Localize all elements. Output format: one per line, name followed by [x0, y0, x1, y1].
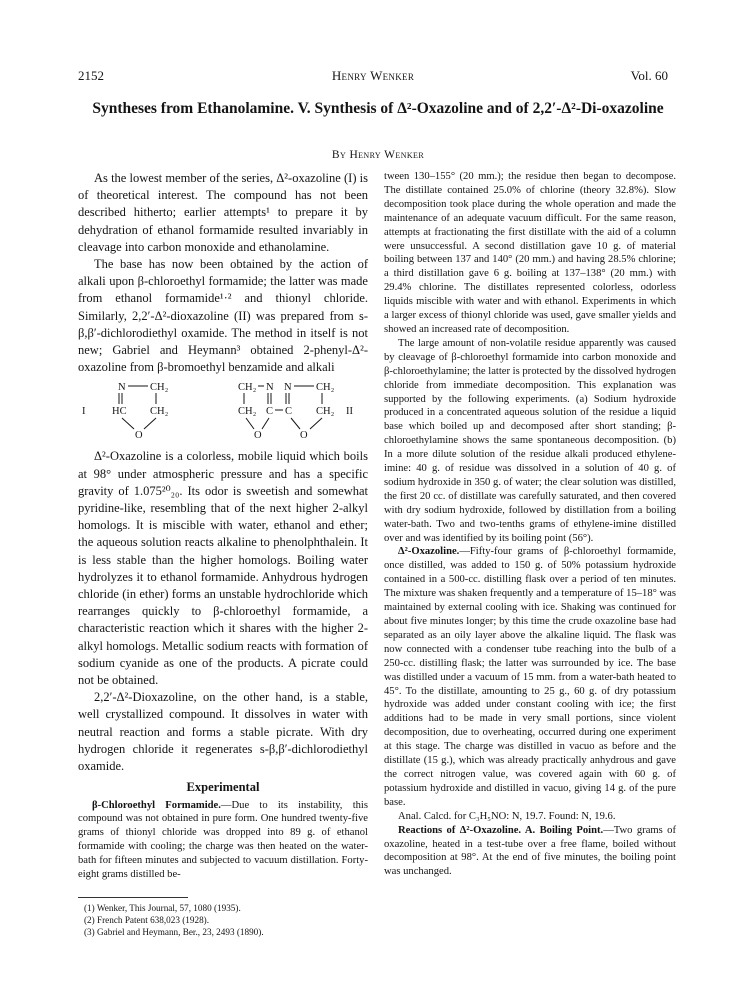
section-heading-experimental: Experimental — [186, 780, 260, 795]
paragraph-intro: As the lowest member of the series, Δ²-oxazoline (I) is of theoretical interest. The compound has not been described hitherto; earlier attempts¹ to prepare it by dehydration of ethanol formamide resulted invariably in cleavage into carbon monoxide and ethanolamine. — [78, 171, 368, 254]
s2-ch2-bottom-right: CH₂ — [316, 406, 335, 418]
volume-number: Vol. 60 — [630, 68, 668, 83]
s2-bond-o2-right — [310, 418, 322, 429]
article-byline: By Henry Wenker — [331, 149, 425, 161]
experimental-text — [78, 799, 368, 882]
running-head — [78, 68, 668, 88]
s2-ch2-right: CH₂ — [316, 382, 335, 394]
s1-nitrogen: N — [118, 382, 126, 394]
article-title: Syntheses from Ethanolamine. V. Synthesis of Δ²-Oxazoline and of 2,2′-Δ²-Di-oxazoline — [92, 100, 664, 117]
page-number: 2152 — [78, 68, 104, 83]
run-in-heading: Δ²-Oxazoline. — [398, 546, 460, 558]
s2-n-left: N — [266, 382, 274, 394]
structure-formulas — [78, 378, 368, 442]
footnote-2: (2) French Patent 638,023 (1928). — [84, 915, 210, 925]
paragraph-method: The base has now been obtained by the action of alkali upon β-chloroethyl formamide; the latter was made from ethanol formamide¹·² and thionyl chloride. Similarly, 2,2′-Δ²-dioxazoline (II) was prepared from s-β,β′-dichlorodiethyl oxamide. The method in itself is not new; Gabriel and Heymann³ obtained 2-phenyl-Δ²-oxazoline from β-bromoethyl benzamide and alkali — [78, 257, 368, 375]
footnotes — [78, 897, 368, 938]
footnote-rule — [78, 897, 188, 898]
structure-diagram — [78, 378, 368, 442]
paragraph-dioxazoline: 2,2′-Δ²-Dioxazoline, on the other hand, is a stable, well crystallized compound. It dissolves in water with neutral reaction and forms a stable picrate. With dry hydrogen chloride it regenerates s-β,β′-dichlorodiethyl oxamide. — [78, 690, 368, 774]
analysis-line: Anal. Calcd. for C₃H₅NO: N, 19.7. Found: N, 19.6. — [398, 810, 616, 822]
s1-bond-o-left — [122, 418, 134, 429]
paragraph-body: —Fifty-four grams of β-chloroethyl formamide, once distilled, was added to 150 g. of 50% potassium hydroxide contained in a 500-cc. distilling flask over a period of ten minutes. The mixture was shaken frequently and a temperature of 15–18° was maintained by external cooling with ice. Shaking was continued for about five minutes longer; by this time the crude oxazoline base had separated as an oily layer above the alkaline liquid. The flask was now connected with a condenser tube reaching into the bulb of a 250-cc. distilling flask; the latter was surrounded by ice. The base was distilled under a vacuum of 15 mm. from a water-bath heated to 45°. To the distillate, amounting to 25 g., 60 g. of dry potassium hydroxide was added under constant cooling with ice; the first additions had to be made in very small portions, since violent decomposition, due to overheating, occurred during one experiment at this stage. The charge was distilled in vacuo as before and the distillate (15 g.), which was already practically anhydrous and gave the correct nitrogen value, was covered again with 60 g. of potassium hydroxide and distilled in vacuo, giving 14 g. of the pure base. — [384, 546, 676, 808]
s1-hc: HC — [112, 406, 127, 418]
s1-bond-o-right — [144, 418, 156, 429]
paragraph-body: —Due to its instability, this compound was not obtained in pure form. One hundred twenty-five grams of thionyl chloride was dropped into 89 g. of ethanol formamide with cooling; the charge was then heated on the water-bath for fifteen minutes and subjected to vacuum distillation. Forty-eight grams distilled be- — [78, 799, 368, 881]
paragraph-chloroethyl-formamide — [78, 799, 368, 882]
paragraph-properties: Δ²-Oxazoline is a colorless, mobile liquid which boils at 98° under atmospheric pressure and has a specific gravity of 1.075²⁰₂₀. Its odor is sweetish and somewhat pyridine-like, resembling that of the next higher 2-alkyl homologs. It is miscible with water, ethanol and ether; the aqueous solution reacts alkaline to phenolphthalein. It is less stable than the higher homologs. Boiling water hydrolyzes it to ethanol formamide. Anhydrous hydrogen chloride (in ether) forms an unstable hydrochloride which rearranges quickly to β-chloroethyl formamide, a characteristic reaction which it shares with the higher 2-alkyl homologs. Metallic sodium reacts with formation of sodium cyanide as one of the products. A picrate could not be obtained. — [78, 449, 368, 688]
footnote-3: (3) Gabriel and Heymann, Ber., 23, 2493 (1890). — [84, 927, 264, 937]
s2-n-right: N — [284, 382, 292, 394]
s2-ch2-bottom-left: CH₂ — [238, 406, 257, 418]
run-in-heading: Reactions of Δ²-Oxazoline. A. Boiling Point. — [398, 824, 604, 836]
s1-oxygen: O — [135, 430, 143, 442]
paragraph-reactions — [384, 824, 676, 880]
s2-ch2-left: CH₂ — [238, 382, 257, 394]
paragraph-oxazoline-prep — [384, 545, 676, 809]
structure-label-i: I — [82, 406, 86, 418]
paragraph-body: —Two grams of oxazoline, heated in a test-tube over a free flame, boiled without decomposition at 98°. At the end of five minutes, the boiling point was unchanged. — [384, 824, 676, 878]
structure-label-ii: II — [346, 406, 353, 418]
running-author: Henry Wenker — [331, 68, 415, 83]
s1-ch2-bottom: CH₂ — [150, 406, 169, 418]
s2-c-left: C — [266, 406, 274, 418]
footnote-1: (1) Wenker, This Journal, 57, 1080 (1935). — [84, 903, 241, 913]
s2-oxygen-left: O — [254, 430, 262, 442]
right-column — [384, 170, 676, 879]
run-in-heading: β-Chloroethyl Formamide. — [92, 799, 221, 811]
s2-bond-o1-right — [262, 418, 269, 429]
s2-bond-o1-left — [246, 418, 254, 429]
paragraph-residue: The large amount of non-volatile residue apparently was caused by cleavage of β-chloroethyl formamide into carbon monoxide and β-chloroethylamine; the latter is protected by the dissolved hydrogen chloride from immediate decomposition. This explanation was supported by the following experiments. (a) Sodium hydroxide produced in a concentrated aqueous solution of the residue a liquid base which boiled up and decomposed after short standing; β-chloroethylamine shows the same spontaneous decomposition. (b) In a more dilute solution of the residue alkali produced ethylene-imine: 40 g. of residue was dissolved in a solution of 40 g. of sodium hydroxide in 350 g. of water; the clear solution was distilled, the first 20 cc. of distillate was carefully saturated, and then covered with dry sodium hydroxide, followed by distillation from a boiling water-bath. Two and two-tenths grams of ethylene-imine distilled over and was identified by its boiling point (56°). — [384, 337, 676, 544]
left-column — [78, 170, 368, 882]
s1-ch2-top: CH₂ — [150, 382, 169, 394]
s2-bond-o2-left — [291, 418, 300, 429]
s2-oxygen-right: O — [300, 430, 308, 442]
paragraph-distillation: tween 130–155° (20 mm.); the residue then began to decompose. The distillate contained 25.0% of chlorine (theory 32.8%). Slow decomposition took place during the whole operation and made the maintenance of an adequate vacuum difficult. For the same reason, attempts at fractionating the first distillate with the aid of a column were unsuccessful. A second distillation gave 10 g. of material boiling between 137 and 140° (20 mm.) and having 28.5% chlorine; a third distillation gave 6 g. boiling at 137–138° (20 mm.) with 29.4% chlorine. The distillates represented colorless, odorless liquids miscible with water and with ethanol. Experiments in which a larger excess of thionyl chloride was used, gave smaller yields and showed an increased rate of decomposition. — [384, 171, 676, 335]
s2-c-right: C — [285, 406, 293, 418]
